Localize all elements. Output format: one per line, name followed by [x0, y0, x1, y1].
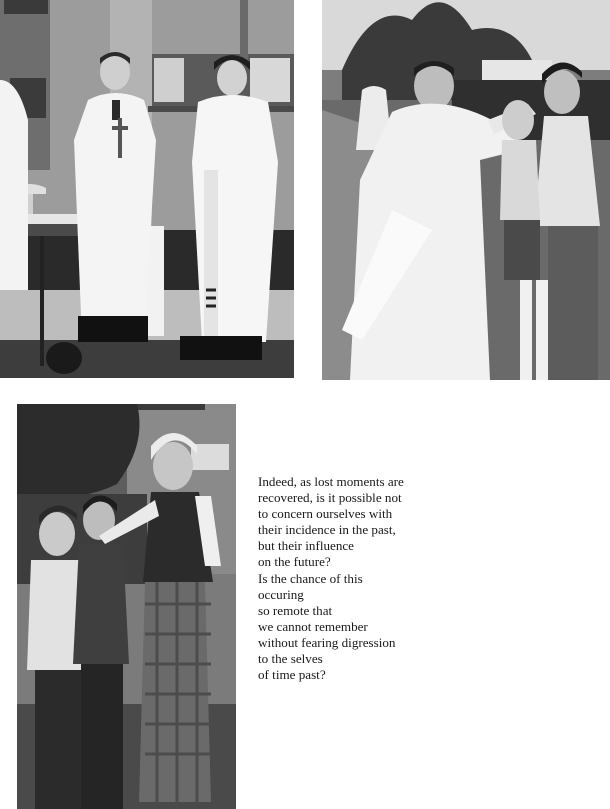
poem-line: to concern ourselves with — [258, 506, 393, 522]
photo-priests-at-altar-image — [0, 0, 294, 378]
poem-line: to the selves — [258, 651, 323, 667]
poem-line: Indeed, as lost moments are — [258, 474, 404, 489]
photo-student-giving-communion — [17, 404, 236, 809]
poem-line: but their influence — [258, 538, 354, 554]
photo-student-giving-communion-image — [17, 404, 236, 809]
poem-line: occuring — [258, 586, 304, 602]
photo-priest-giving-communion — [322, 0, 610, 380]
poem-line: of time past? — [258, 667, 326, 683]
poem-line: without fearing digression — [258, 634, 396, 650]
poem-line: so remote that — [258, 602, 333, 618]
poem-text-block — [258, 474, 498, 683]
poem-line: we cannot remember — [258, 618, 368, 634]
poem-line: recovered, is it possible not — [258, 490, 402, 506]
photo-priests-at-altar — [0, 0, 294, 378]
poem-line: Is the chance of this — [258, 570, 363, 586]
poem-line: their incidence in the past, — [258, 522, 396, 538]
poem-line: on the future? — [258, 554, 331, 570]
photo-priest-giving-communion-image — [322, 0, 610, 380]
